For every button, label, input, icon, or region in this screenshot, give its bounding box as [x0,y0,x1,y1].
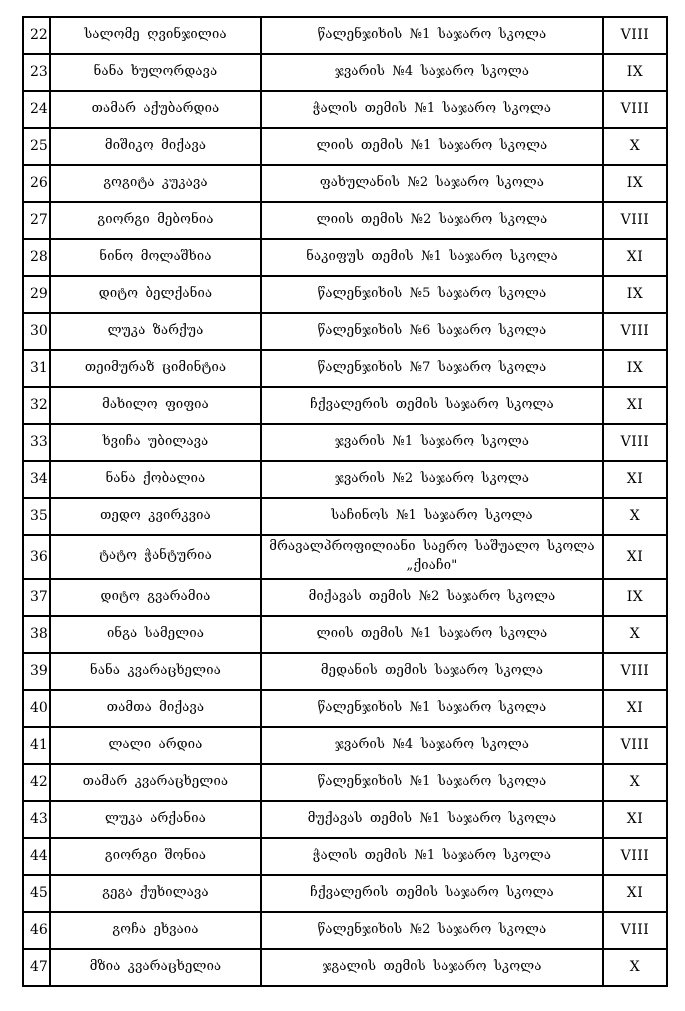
grade-cell: XI [603,875,667,912]
student-name-cell: სალომე ღვინჯილია [50,17,261,54]
student-name-cell: თამთა მიქავა [50,690,261,727]
school-cell: წალენჯიხის №2 საჯარო სკოლა [261,912,603,949]
grade-cell: X [603,764,667,801]
students-table [22,16,668,987]
row-number-cell: 33 [23,424,50,461]
table-row [23,875,667,912]
student-name-cell: თამარ კვარაცხელია [50,764,261,801]
table-row [23,165,667,202]
table-row [23,17,667,54]
grade-cell: XI [603,690,667,727]
grade-cell: XI [603,461,667,498]
grade-cell: XI [603,801,667,838]
row-number-cell: 34 [23,461,50,498]
student-name-cell: მზია კვარაცხელია [50,949,261,986]
grade-cell: VIII [603,653,667,690]
table-row [23,128,667,165]
school-cell: ლიის თემის №1 საჯარო სკოლა [261,616,603,653]
school-cell: ლიის თემის №2 საჯარო სკოლა [261,202,603,239]
grade-cell: XI [603,535,667,579]
student-name-cell: გიორგი მებონია [50,202,261,239]
row-number-cell: 39 [23,653,50,690]
student-name-cell: ნანა ქობალია [50,461,261,498]
grade-cell: VIII [603,202,667,239]
student-name-cell: გიორგი შონია [50,838,261,875]
row-number-cell: 30 [23,313,50,350]
student-name-cell: ლუკა ზარქუა [50,313,261,350]
table-row [23,727,667,764]
student-name-cell: მიშიკო მიქავა [50,128,261,165]
school-cell: ჯვარის №2 საჯარო სკოლა [261,461,603,498]
grade-cell: VIII [603,424,667,461]
table-row [23,387,667,424]
school-cell: ჭალის თემის №1 საჯარო სკოლა [261,838,603,875]
table-row [23,54,667,91]
table-row [23,276,667,313]
row-number-cell: 43 [23,801,50,838]
school-cell: წალენჯიხის №1 საჯარო სკოლა [261,17,603,54]
student-name-cell: თამარ აქუბარდია [50,91,261,128]
student-name-cell: გოგიტა კუკავა [50,165,261,202]
grade-cell: XI [603,387,667,424]
school-cell: ჭალის თემის №1 საჯარო სკოლა [261,91,603,128]
grade-cell: IX [603,350,667,387]
student-name-cell: ტატო ჭანტურია [50,535,261,579]
school-cell: წალენჯიხის №6 საჯარო სკოლა [261,313,603,350]
grade-cell: X [603,128,667,165]
row-number-cell: 28 [23,239,50,276]
table-row [23,91,667,128]
grade-cell: IX [603,165,667,202]
school-cell: მუქავას თემის №1 საჯარო სკოლა [261,801,603,838]
school-cell: წალენჯიხის №5 საჯარო სკოლა [261,276,603,313]
row-number-cell: 47 [23,949,50,986]
table-body [23,17,667,986]
student-name-cell: თედო კვირკვია [50,498,261,535]
grade-cell: VIII [603,17,667,54]
student-name-cell: თეიმურაზ ციმინტია [50,350,261,387]
student-name-cell: მახილო ფიფია [50,387,261,424]
row-number-cell: 38 [23,616,50,653]
table-row [23,461,667,498]
school-cell: ჯგალის თემის საჯარო სკოლა [261,949,603,986]
table-row [23,424,667,461]
student-name-cell: ლალი არდია [50,727,261,764]
row-number-cell: 35 [23,498,50,535]
school-cell: წალენჯიხის №1 საჯარო სკოლა [261,690,603,727]
row-number-cell: 22 [23,17,50,54]
school-cell: ფახულანის №2 საჯარო სკოლა [261,165,603,202]
table-row [23,535,667,579]
table-row [23,350,667,387]
table-row [23,949,667,986]
grade-cell: VIII [603,91,667,128]
table-row [23,202,667,239]
grade-cell: IX [603,579,667,616]
row-number-cell: 23 [23,54,50,91]
table-row [23,313,667,350]
grade-cell: X [603,949,667,986]
student-name-cell: დიტო ბელქანია [50,276,261,313]
student-name-cell: დიტო გვარამია [50,579,261,616]
school-cell: ჯვარის №4 საჯარო სკოლა [261,54,603,91]
row-number-cell: 45 [23,875,50,912]
school-cell: წალენჯიხის №7 საჯარო სკოლა [261,350,603,387]
school-cell: ლიის თემის №1 საჯარო სკოლა [261,128,603,165]
school-cell: ჩქვალერის თემის საჯარო სკოლა [261,387,603,424]
table-row [23,498,667,535]
row-number-cell: 46 [23,912,50,949]
row-number-cell: 42 [23,764,50,801]
school-cell: ნაკიფუს თემის №1 საჯარო სკოლა [261,239,603,276]
grade-cell: X [603,616,667,653]
school-cell: წალენჯიხის №1 საჯარო სკოლა [261,764,603,801]
grade-cell: VIII [603,727,667,764]
row-number-cell: 27 [23,202,50,239]
school-cell: მრავალპროფილიანი საერო საშუალო სკოლა „ქიაჩი" [261,535,603,579]
table-row [23,653,667,690]
row-number-cell: 36 [23,535,50,579]
grade-cell: IX [603,54,667,91]
row-number-cell: 32 [23,387,50,424]
school-cell: მიქავას თემის №2 საჯარო სკოლა [261,579,603,616]
student-name-cell: ნანა ხულორდავა [50,54,261,91]
school-cell: ჯვარის №1 საჯარო სკოლა [261,424,603,461]
grade-cell: VIII [603,313,667,350]
student-name-cell: ნანა კვარაცხელია [50,653,261,690]
student-name-cell: ნინო მოლაშხია [50,239,261,276]
row-number-cell: 31 [23,350,50,387]
student-name-cell: ინგა სამელია [50,616,261,653]
grade-cell: VIII [603,838,667,875]
school-cell: მედანის თემის საჯარო სკოლა [261,653,603,690]
school-cell: ჯვარის №4 საჯარო სკოლა [261,727,603,764]
student-name-cell: გეგა ქუხილავა [50,875,261,912]
row-number-cell: 25 [23,128,50,165]
table-row [23,764,667,801]
table-row [23,838,667,875]
row-number-cell: 24 [23,91,50,128]
grade-cell: VIII [603,912,667,949]
student-name-cell: ხვიჩა უბილავა [50,424,261,461]
grade-cell: X [603,498,667,535]
row-number-cell: 41 [23,727,50,764]
row-number-cell: 44 [23,838,50,875]
student-name-cell: გოჩა ეხვაია [50,912,261,949]
row-number-cell: 37 [23,579,50,616]
student-name-cell: ლუკა არქანია [50,801,261,838]
row-number-cell: 26 [23,165,50,202]
school-cell: საჩინოს №1 საჯარო სკოლა [261,498,603,535]
table-row [23,616,667,653]
table-row [23,239,667,276]
table-row [23,690,667,727]
grade-cell: XI [603,239,667,276]
row-number-cell: 40 [23,690,50,727]
school-cell: ჩქვალერის თემის საჯარო სკოლა [261,875,603,912]
table-row [23,912,667,949]
table-row [23,801,667,838]
grade-cell: IX [603,276,667,313]
row-number-cell: 29 [23,276,50,313]
table-row [23,579,667,616]
